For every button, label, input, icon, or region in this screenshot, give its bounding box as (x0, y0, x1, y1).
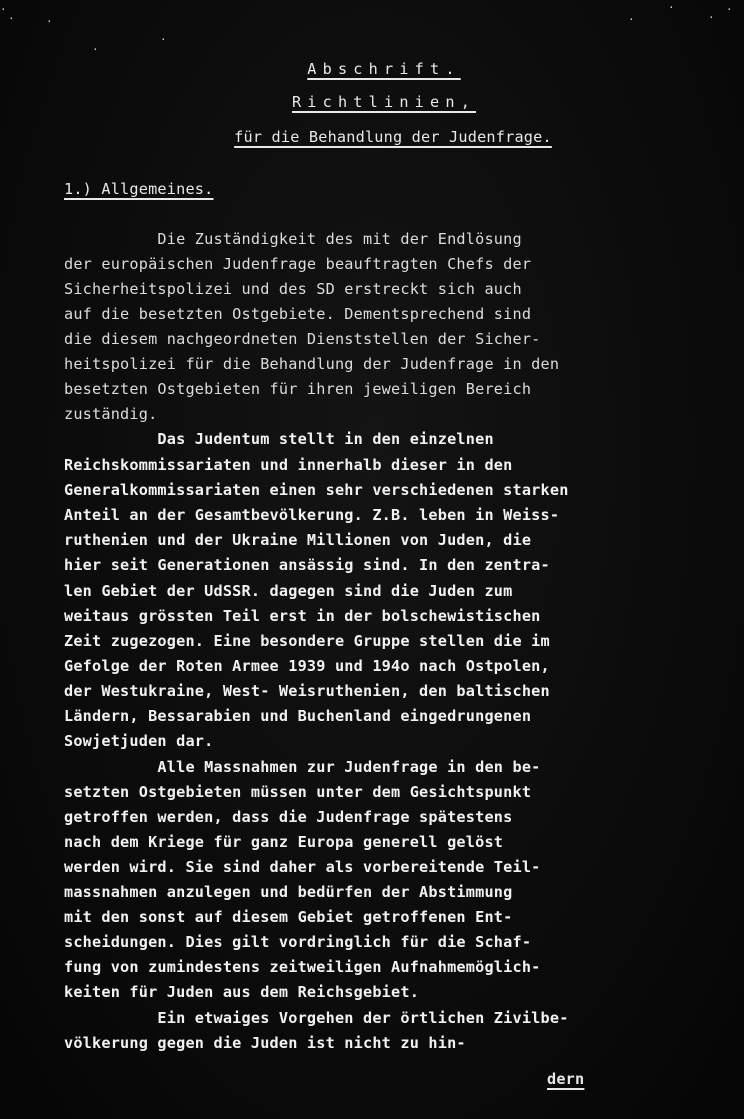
speck: · (668, 1, 675, 14)
document-subtitle: für die Behandlung der Judenfrage. (234, 128, 552, 146)
text-line: besetzten Ostgebieten für ihren jeweiligen Bereich (64, 380, 532, 398)
text-line: heitspolizei für die Behandlung der Judenfrage in den (64, 355, 560, 373)
speck: · (8, 12, 15, 25)
text-line: Ein etwaiges Vorgehen der örtlichen Zivilbe- (64, 1009, 569, 1027)
text-line: die diesem nachgeordneten Dienststellen der Sicher- (64, 330, 541, 348)
text-line: auf die besetzten Ostgebiete. Dementsprechend sind (64, 305, 532, 323)
text-line: der europäischen Judenfrage beauftragten Chefs der (64, 255, 532, 273)
text-line: Generalkommissariaten einen sehr verschiedenen starken (64, 481, 569, 499)
text-line: der Westukraine, West- Weisruthenien, den baltischen (64, 682, 550, 700)
text-line: setzten Ostgebieten müssen unter dem Gesichtspunkt (64, 783, 532, 801)
speck: · (726, 3, 733, 16)
text-line: Sicherheitspolizei und des SD erstreckt sich auch (64, 280, 522, 298)
text-line: Ländern, Bessarabien und Buchenland eingedrungenen (64, 707, 532, 725)
text-line: ruthenien und der Ukraine Millionen von Juden, die (64, 531, 532, 549)
text-line: Das Judentum stellt in den einzelnen (64, 430, 494, 448)
text-line: werden wird. Sie sind daher als vorbereitende Teil- (64, 858, 541, 876)
text-line: nach dem Kriege für ganz Europa generell gelöst (64, 833, 504, 851)
text-line: getroffen werden, dass die Judenfrage spätestens (64, 808, 513, 826)
page-continuation-word: dern (547, 1070, 585, 1088)
text-line: scheidungen. Dies gilt vordringlich für die Schaf- (64, 933, 532, 951)
speck: · (708, 11, 715, 24)
document-title: Richtlinien, (291, 93, 477, 111)
text-line: mit den sonst auf diesem Gebiet getroffenen Ent- (64, 908, 513, 926)
text-line: keiten für Juden aus dem Reichsgebiet. (64, 983, 420, 1001)
speck: · (160, 33, 167, 46)
text-line: Gefolge der Roten Armee 1939 und 194o nach Ostpolen, (64, 657, 550, 675)
text-line: Sowjetjuden dar. (64, 732, 214, 750)
text-line: zuständig. (64, 405, 158, 423)
document-heading: Abschrift. (307, 60, 461, 78)
text-line: weitaus grössten Teil erst in der bolschewistischen (64, 607, 541, 625)
text-line: Anteil an der Gesamtbevölkerung. Z.B. leben in Weiss- (64, 506, 560, 524)
text-line: len Gebiet der UdSSR. dagegen sind die Juden zum (64, 582, 513, 600)
text-line: massnahmen anzulegen und bedürfen der Abstimmung (64, 883, 513, 901)
text-line: hier seit Generationen ansässig sind. In den zentra- (64, 556, 550, 574)
text-line: Die Zuständigkeit des mit der Endlösung (64, 230, 522, 248)
section-heading: 1.) Allgemeines. (64, 180, 214, 198)
speck: · (46, 15, 53, 28)
text-line: Zeit zugezogen. Eine besondere Gruppe stellen die im (64, 632, 550, 650)
text-line: Reichskommissariaten und innerhalb dieser in den (64, 456, 513, 474)
speck: · (628, 13, 635, 26)
text-line: völkerung gegen die Juden ist nicht zu hin- (64, 1034, 466, 1052)
speck: · (0, 3, 7, 16)
text-line: fung von zumindestens zeitweiligen Aufnahmemöglich- (64, 958, 541, 976)
text-line: Alle Massnahmen zur Judenfrage in den be- (64, 758, 541, 776)
speck: · (92, 43, 99, 56)
